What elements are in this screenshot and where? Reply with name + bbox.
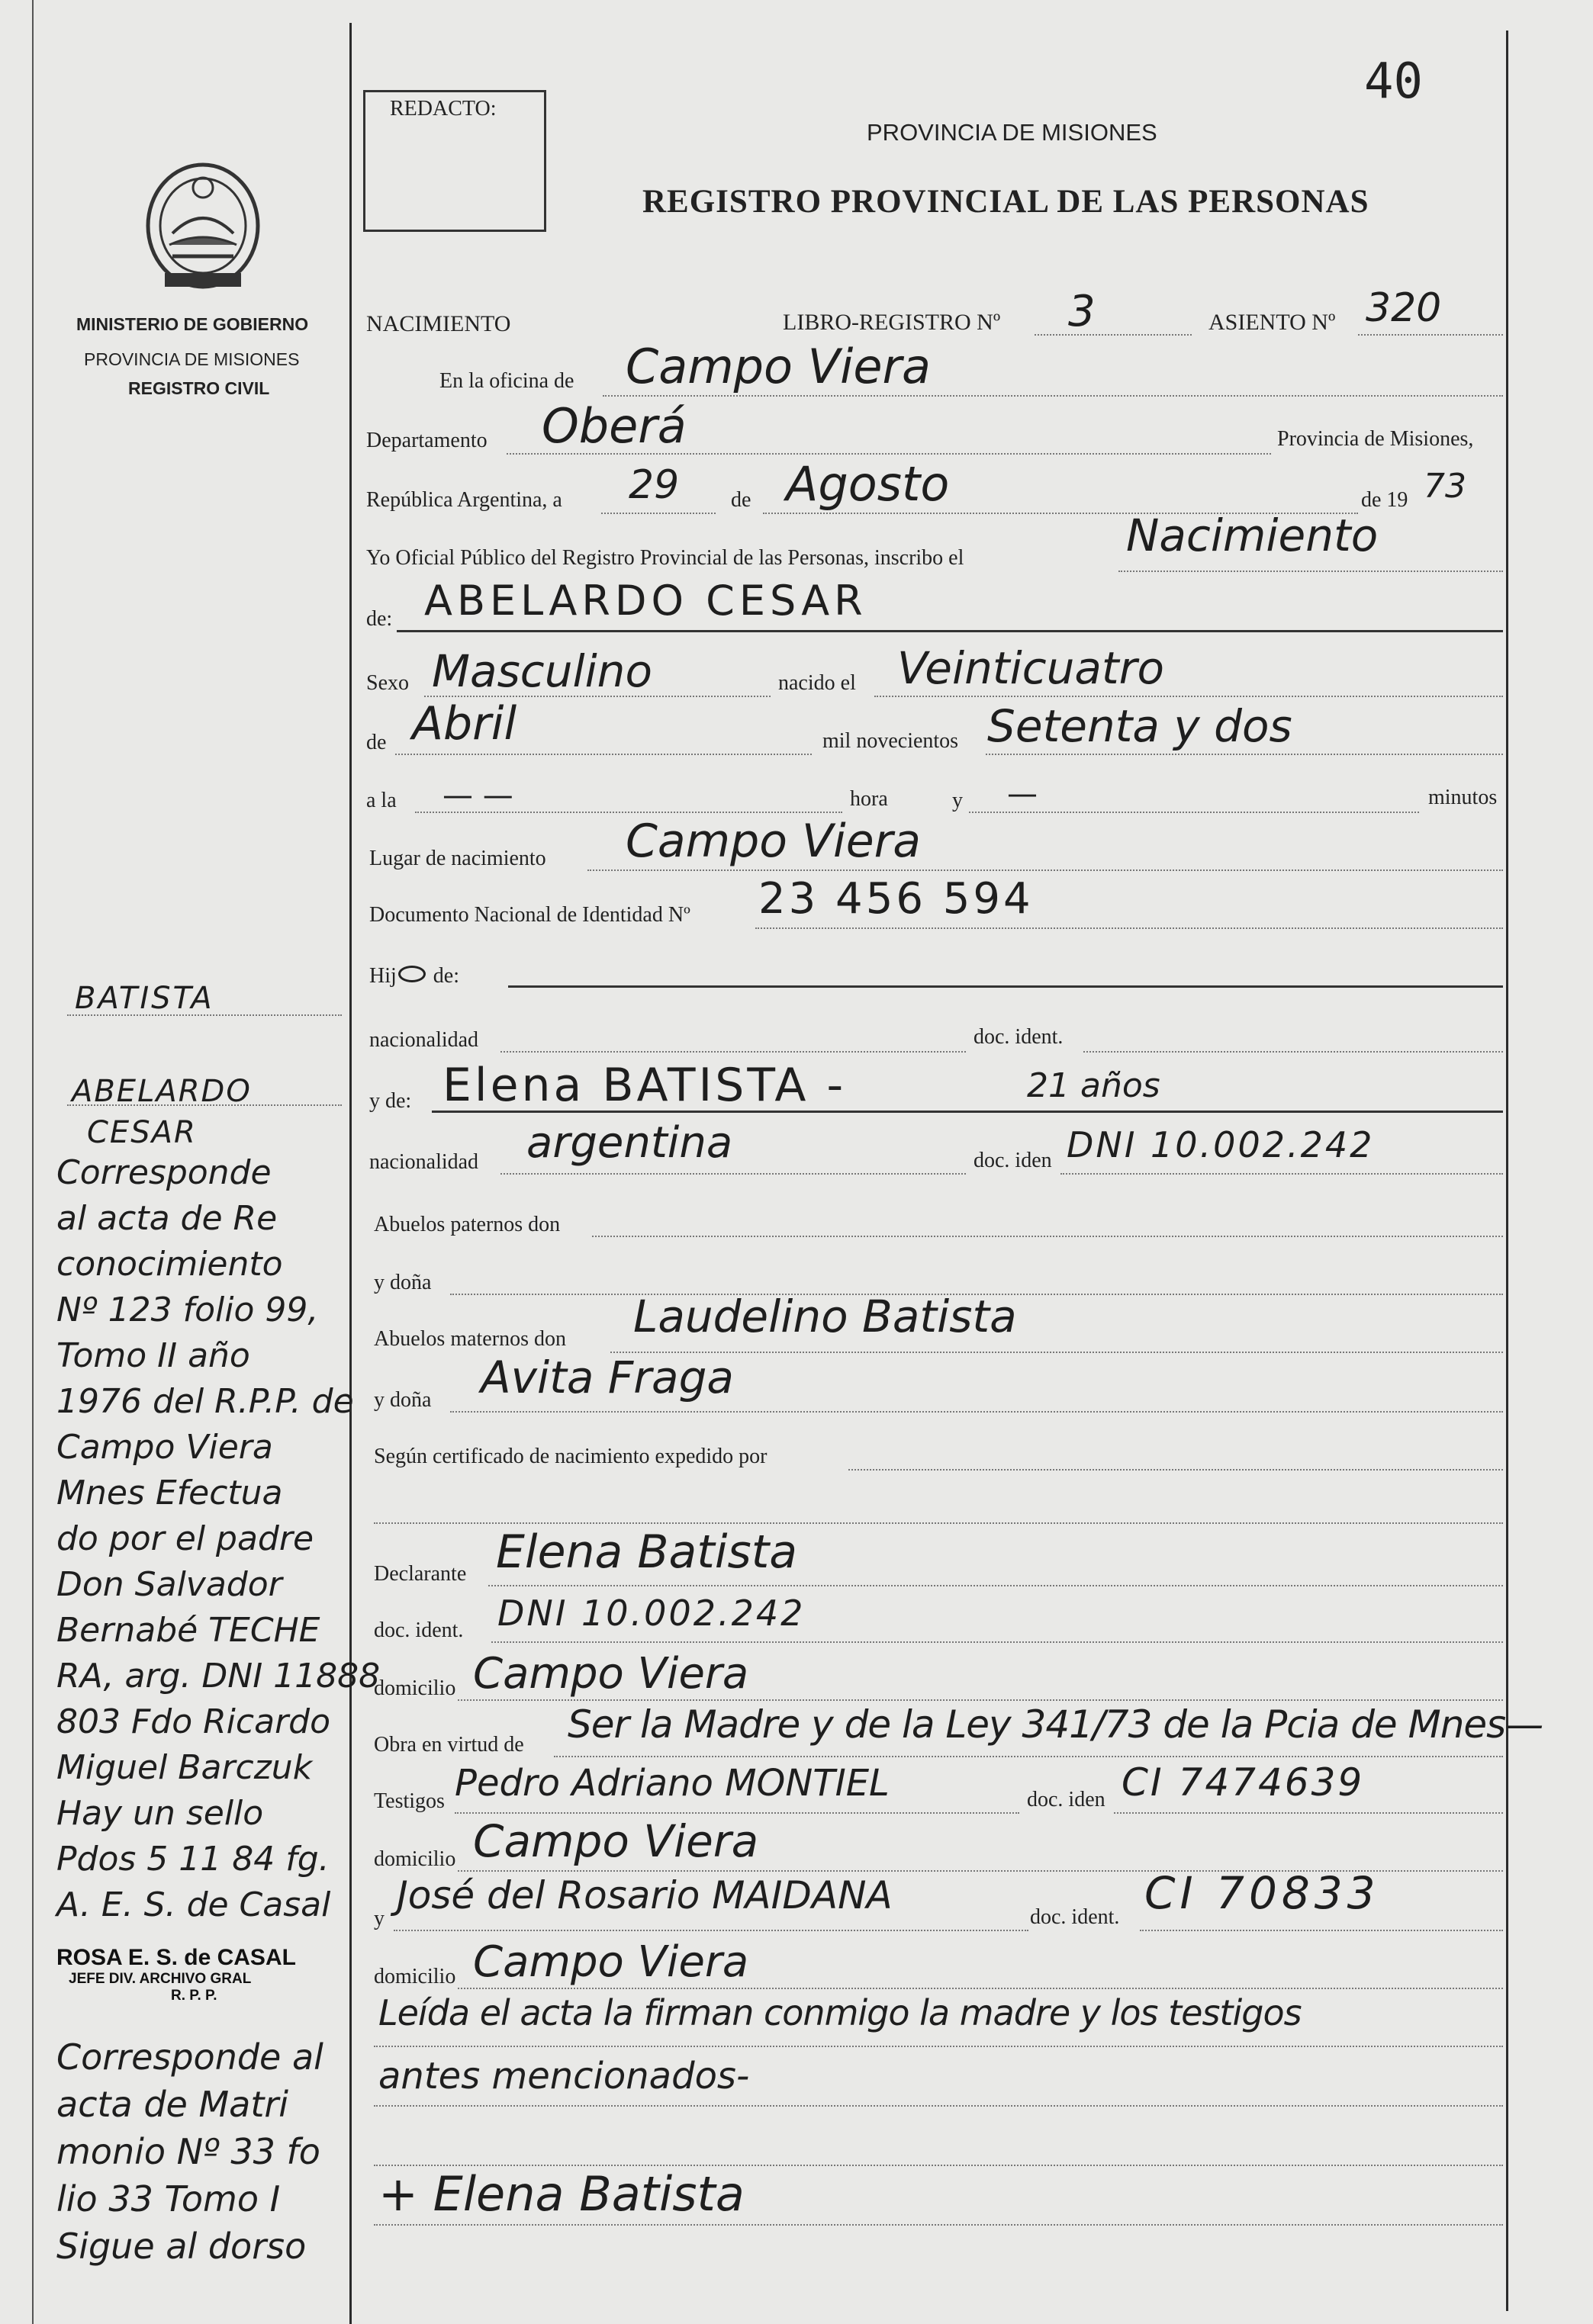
de-name-label: de: — [366, 607, 393, 631]
a-la-value: — — — [443, 778, 513, 813]
testigos-label: Testigos — [374, 1789, 445, 1813]
domicilio-3-label: domicilio — [374, 1965, 456, 1988]
doc-test2-value: CI 70833 — [1144, 1867, 1380, 1919]
hijo-circle-mark — [398, 966, 426, 982]
margin-note-line: Pdos 5 11 84 fg. — [56, 1840, 330, 1879]
anio-value: 73 — [1424, 467, 1466, 506]
doc-iden-madre-label: doc. iden — [974, 1149, 1052, 1172]
form-right-border — [1506, 31, 1508, 2311]
margin-note-line: conocimiento — [56, 1245, 283, 1284]
doc-ident-decl-label: doc. ident. — [374, 1618, 464, 1642]
nacionalidad-madre-value: argentina — [526, 1118, 733, 1168]
republica-label: República Argentina, a — [366, 488, 562, 512]
margin-note-line: Corresponde al — [56, 2036, 323, 2078]
y-testigo-label: y — [374, 1907, 385, 1930]
departamento-label: Departamento — [366, 429, 488, 452]
obra-label: Obra en virtud de — [374, 1733, 524, 1757]
margin-note-line: Miguel Barczuk — [56, 1748, 313, 1787]
margin-note-line: 1976 del R.P.P. de — [56, 1382, 354, 1421]
firma-madre: + Elena Batista — [378, 2166, 745, 2222]
oficina-value: Campo Viera — [626, 339, 931, 394]
y-value: — — [1007, 776, 1038, 812]
domicilio-2-label: domicilio — [374, 1847, 456, 1871]
libro-value: 3 — [1068, 287, 1096, 336]
testigo1-value: Pedro Adriano MONTIEL — [455, 1762, 890, 1805]
declarante-label: Declarante — [374, 1562, 467, 1586]
dia-value: 29 — [629, 462, 680, 508]
lugar-value: Campo Viera — [626, 815, 922, 868]
province-heading: PROVINCIA DE MISIONES — [867, 119, 1157, 146]
y-dona-1-label: y doña — [374, 1271, 432, 1294]
y-dona-2-label: y doña — [374, 1388, 432, 1412]
de-mes-label: de — [366, 731, 387, 754]
margin-note-line: A. E. S. de Casal — [56, 1885, 331, 1924]
a-la-label: a la — [366, 789, 397, 812]
sexo-value: Masculino — [432, 645, 652, 697]
margin-apellido: BATISTA — [75, 981, 214, 1016]
segun-label: Según certificado de nacimiento expedido por — [374, 1445, 768, 1468]
domicilio-label: domicilio — [374, 1676, 456, 1700]
margin-nombre-2: CESAR — [87, 1115, 197, 1150]
redacto-label: REDACTO: — [390, 97, 497, 121]
provincial-seal — [142, 157, 264, 291]
doc-test1-value: CI 7474639 — [1122, 1760, 1365, 1805]
margin-note-line: al acta de Re — [56, 1199, 278, 1238]
minutos-label: minutos — [1428, 786, 1498, 809]
page-number: 40 — [1364, 53, 1424, 110]
y-de-label: y de: — [369, 1089, 412, 1113]
doc-decl-value: DNI 10.002.242 — [497, 1593, 806, 1634]
margin-note-line: Campo Viera — [56, 1428, 273, 1467]
domicilio-3-value: Campo Viera — [473, 1937, 749, 1987]
lugar-label: Lugar de nacimiento — [369, 847, 546, 870]
abuela-mat-value: Avita Fraga — [481, 1352, 734, 1403]
declarante-value: Elena Batista — [496, 1525, 798, 1579]
margin-note-line: Corresponde — [56, 1153, 272, 1192]
margin-note-line: Hay un sello — [56, 1794, 264, 1833]
asiento-value: 320 — [1366, 285, 1442, 331]
domicilio-2-value: Campo Viera — [473, 1815, 759, 1867]
dni-label: Documento Nacional de Identidad Nº — [369, 903, 690, 927]
registry-heading: REGISTRO PROVINCIAL DE LAS PERSONAS — [642, 184, 1369, 220]
hijo-label-text: Hij — [369, 964, 397, 988]
margin-note-line: monio Nº 33 fo — [56, 2131, 320, 2172]
margin-note-line: Tomo II año — [56, 1336, 250, 1375]
left-margin-border — [32, 0, 34, 2324]
de-label: de — [731, 488, 751, 512]
doc-ident-1-label: doc. ident. — [974, 1025, 1064, 1049]
margin-note-line: Mnes Efectua — [56, 1474, 283, 1512]
doc-ident-test2-label: doc. ident. — [1030, 1905, 1120, 1929]
doc-iden-test1-label: doc. iden — [1027, 1788, 1105, 1811]
ministry-line-1: MINISTERIO DE GOBIERNO — [76, 314, 309, 334]
nacido-value: Veinticuatro — [897, 642, 1164, 694]
obra-value: Ser la Madre y de la Ley 341/73 de la Pcia de Mnes— — [568, 1702, 1543, 1747]
margin-note-line: Nº 123 folio 99, — [56, 1291, 319, 1329]
doc-madre-value: DNI 10.002.242 — [1067, 1124, 1375, 1165]
archive-stamp — [56, 1945, 377, 2004]
mes-value: Agosto — [786, 456, 950, 512]
madre-edad-value: 21 años — [1027, 1066, 1160, 1105]
testigo2-value: José del Rosario MAIDANA — [397, 1873, 893, 1917]
asiento-label: ASIENTO Nº — [1208, 310, 1336, 335]
provincia-label: Provincia de Misiones, — [1277, 427, 1474, 451]
ministry-line-3: REGISTRO CIVIL — [128, 378, 270, 398]
nacido-label: nacido el — [778, 671, 856, 695]
anio-nac-value: Setenta y dos — [987, 700, 1292, 752]
oficina-label: En la oficina de — [439, 369, 574, 393]
margin-note-line: Don Salvador — [56, 1565, 282, 1604]
margin-note-line: Bernabé TECHE — [56, 1611, 320, 1650]
margin-note-reconocimiento — [56, 1150, 381, 1928]
abuelo-mat-value: Laudelino Batista — [633, 1291, 1017, 1342]
hijo-de-label: de: — [433, 964, 459, 988]
cierre-line-1: Leída el acta la firman conmigo la madre y los testigos — [378, 1992, 1302, 2033]
stamp-line-1: ROSA E. S. de CASAL — [56, 1945, 296, 1970]
nacimiento-label: NACIMIENTO — [366, 311, 511, 336]
y-label: y — [952, 789, 963, 812]
inscribo-value: Nacimiento — [1126, 509, 1379, 561]
libro-label: LIBRO-REGISTRO Nº — [783, 310, 1001, 335]
ministry-line-2: PROVINCIA DE MISIONES — [84, 349, 300, 369]
cierre-line-2: antes mencionados- — [378, 2055, 750, 2097]
name-value: ABELARDO CESAR — [424, 577, 867, 625]
dni-value: 23 456 594 — [758, 874, 1034, 924]
stamp-line-2: JEFE DIV. ARCHIVO GRAL — [69, 1971, 252, 1987]
abuelos-mat-label: Abuelos maternos don — [374, 1327, 566, 1351]
nacionalidad-1-label: nacionalidad — [369, 1028, 479, 1052]
de19-label: de 19 — [1361, 488, 1408, 512]
mil-label: mil novecientos — [822, 729, 959, 753]
mes-nac-value: Abril — [412, 697, 517, 751]
abuelos-pat-label: Abuelos paternos don — [374, 1213, 561, 1236]
margin-note-line: do por el padre — [56, 1519, 314, 1558]
hijo-label — [369, 964, 459, 988]
margin-note-line: acta de Matri — [56, 2084, 289, 2125]
redacto-box — [363, 90, 546, 232]
departamento-value: Oberá — [542, 398, 687, 454]
stamp-line-3: R. P. P. — [171, 1988, 217, 2004]
margin-note-line: lio 33 Tomo I — [56, 2178, 281, 2220]
domicilio-value: Campo Viera — [473, 1649, 749, 1699]
margin-nombre-1: ABELARDO — [72, 1074, 252, 1109]
margin-note-line: 803 Fdo Ricardo — [56, 1702, 331, 1741]
nacionalidad-2-label: nacionalidad — [369, 1150, 479, 1174]
madre-value: Elena BATISTA - — [443, 1059, 847, 1112]
margin-note-matrimonio — [56, 2033, 362, 2270]
oficial-label: Yo Oficial Público del Registro Provincial de las Personas, inscribo el — [366, 546, 964, 570]
sexo-label: Sexo — [366, 671, 409, 695]
margin-note-line: Sigue al dorso — [56, 2226, 307, 2267]
hora-label: hora — [850, 787, 888, 811]
margin-note-line: RA, arg. DNI 11888 — [56, 1657, 381, 1696]
